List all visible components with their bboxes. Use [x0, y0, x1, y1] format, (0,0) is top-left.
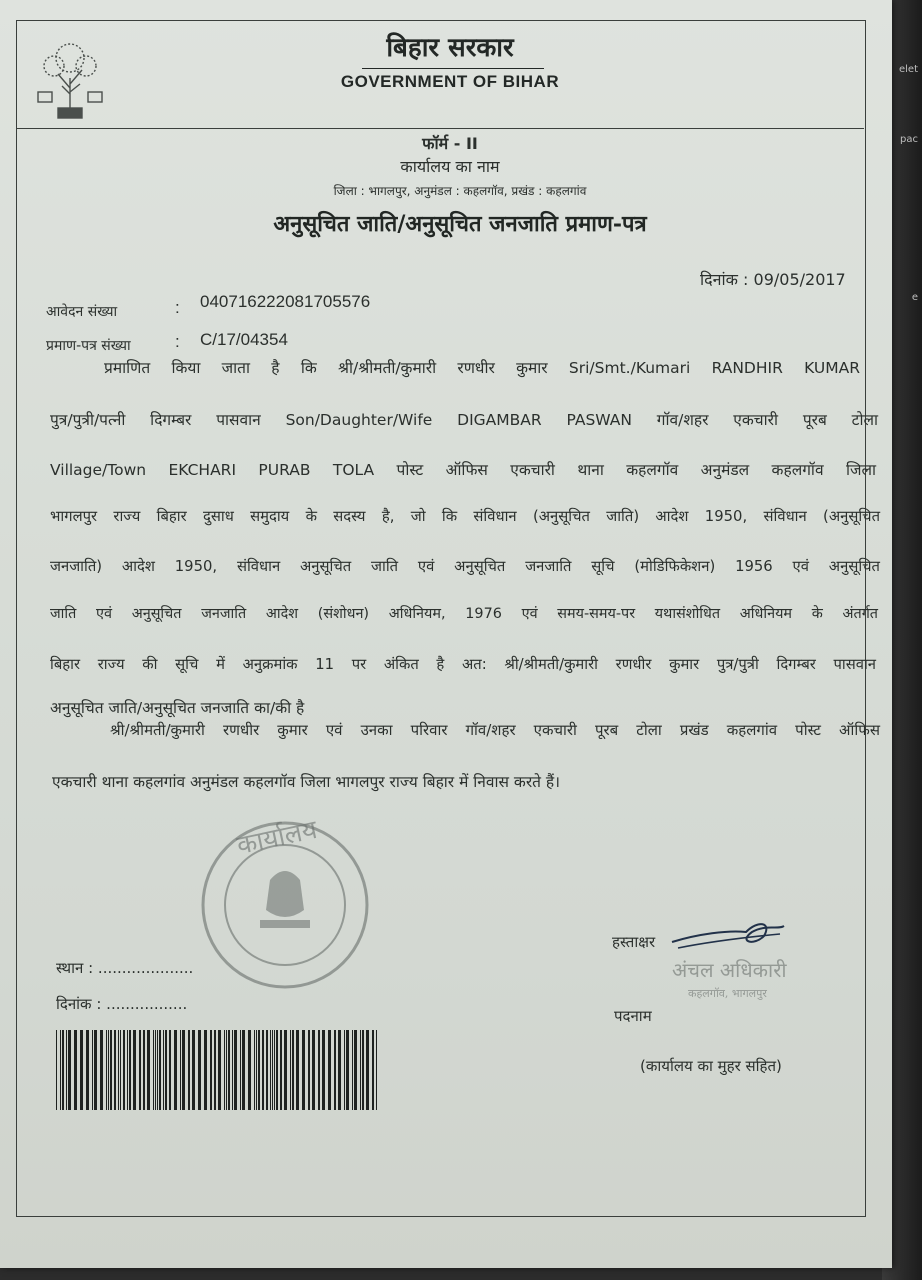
barcode-bar — [318, 1030, 320, 1110]
body-line: जाति एवं अनुसूचित जनजाति आदेश (संशोधन) अधिनियम, 1976 एवं समय-समय-पर यथासंशोधित अधिनियम के अंतर्गत — [50, 606, 878, 622]
barcode-bar — [302, 1030, 305, 1110]
barcode-bar — [129, 1030, 131, 1110]
certificate-title: अनुसूचित जाति/अनुसूचित जनजाति प्रमाण-पत्र — [273, 211, 647, 237]
barcode-bar — [100, 1030, 103, 1110]
barcode-bar — [108, 1030, 109, 1110]
barcode-bar — [308, 1030, 310, 1110]
barcode-bar — [354, 1030, 357, 1110]
barcode-bar — [198, 1030, 201, 1110]
barcode-bar — [258, 1030, 260, 1110]
barcode-bar — [123, 1030, 125, 1110]
barcode-bar — [127, 1030, 128, 1110]
barcode-bar — [143, 1030, 145, 1110]
application-number-value: 040716222081705576 — [200, 292, 371, 311]
seal-text: कार्यालय — [234, 814, 320, 862]
barcode-bar — [254, 1030, 255, 1110]
bihar-emblem-icon — [34, 38, 106, 122]
barcode-bar — [242, 1030, 245, 1110]
barcode — [54, 1030, 382, 1110]
barcode-bar — [192, 1030, 195, 1110]
barcode-bar — [163, 1030, 164, 1110]
barcode-bar — [334, 1030, 336, 1110]
body-line: अनुसूचित जाति/अनुसूचित जनजाति का/की है — [50, 699, 305, 717]
barcode-bar — [366, 1030, 369, 1110]
certificate-number-value: C/17/04354 — [200, 330, 288, 349]
barcode-bar — [292, 1030, 294, 1110]
barcode-bar — [262, 1030, 264, 1110]
body-line: जनजाति) आदेश 1950, संविधान अनुसूचित जाति एवं अनुसूचित जनजाति सूचि (मोडिफिकेशन) 1956 एवं अनुसूचित — [50, 558, 880, 575]
barcode-bar — [86, 1030, 89, 1110]
barcode-bar — [110, 1030, 112, 1110]
barcode-bar — [214, 1030, 216, 1110]
side-text: elet — [898, 64, 918, 75]
barcode-bar — [226, 1030, 227, 1110]
barcode-bar — [62, 1030, 64, 1110]
barcode-bar — [224, 1030, 225, 1110]
barcode-bar — [147, 1030, 150, 1110]
handwritten-signature — [668, 912, 788, 962]
barcode-bar — [165, 1030, 167, 1110]
certificate-number-label: प्रमाण-पत्र संख्या — [46, 338, 131, 354]
barcode-bar — [153, 1030, 154, 1110]
barcode-bar — [133, 1030, 136, 1110]
barcode-bar — [346, 1030, 349, 1110]
barcode-bar — [232, 1030, 233, 1110]
designation-label: पदनाम — [614, 1007, 652, 1025]
barcode-bar — [248, 1030, 251, 1110]
barcode-bar — [344, 1030, 345, 1110]
barcode-bar — [234, 1030, 237, 1110]
barcode-bar — [338, 1030, 341, 1110]
barcode-bar — [322, 1030, 325, 1110]
barcode-bar — [139, 1030, 141, 1110]
barcode-bar — [92, 1030, 93, 1110]
barcode-bar — [360, 1030, 361, 1110]
barcode-bar — [266, 1030, 268, 1110]
body-line: बिहार राज्य की सूचि में अनुक्रमांक 11 पर अंकित है अत: श्री/श्रीमती/कुमारी रणधीर कुमार पुत्र/पुत्री दिगम्बर पासवान — [50, 656, 876, 673]
barcode-bar — [118, 1030, 119, 1110]
barcode-bar — [228, 1030, 230, 1110]
barcode-bar — [74, 1030, 77, 1110]
officer-stamp: अंचल अधिकारी — [672, 958, 787, 982]
jurisdiction-line: जिला : भागलपुर, अनुमंडल : कहलगॉव, प्रखंड : कहलगांव — [333, 184, 587, 198]
barcode-bar — [80, 1030, 83, 1110]
barcode-bar — [60, 1030, 61, 1110]
barcode-bar — [240, 1030, 241, 1110]
barcode-bar — [256, 1030, 257, 1110]
application-colon: : — [175, 298, 180, 317]
header-divider — [16, 128, 864, 129]
barcode-bar — [328, 1030, 331, 1110]
barcode-bar — [155, 1030, 156, 1110]
barcode-bar — [180, 1030, 181, 1110]
header-title-hindi: बिहार सरकार — [386, 33, 514, 63]
barcode-bar — [276, 1030, 278, 1110]
body-line: भागलपुर राज्य बिहार दुसाध समुदाय के सदस्य है, जो कि संविधान (अनुसूचित जाति) आदेश 1950, संविधान (अनुसूचित — [50, 508, 880, 525]
side-text: e — [911, 292, 918, 303]
barcode-bar — [120, 1030, 121, 1110]
barcode-bar — [270, 1030, 271, 1110]
barcode-bar — [272, 1030, 273, 1110]
certificate-colon: : — [175, 332, 180, 351]
side-text: pac — [900, 134, 918, 145]
barcode-bar — [376, 1030, 377, 1110]
barcode-bar — [274, 1030, 275, 1110]
barcode-bar — [159, 1030, 161, 1110]
barcode-bar — [66, 1030, 67, 1110]
barcode-bar — [372, 1030, 374, 1110]
body-line: पुत्र/पुत्री/पत्नी दिगम्बर पासवान Son/Daughter/Wife DIGAMBAR PASWAN गॉव/शहर एकचारी पूरब टोला — [50, 411, 878, 429]
barcode-bar — [106, 1030, 107, 1110]
barcode-bar — [174, 1030, 177, 1110]
issue-date: दिनांक : 09/05/2017 — [700, 270, 846, 289]
residence-line: एकचारी थाना कहलगांव अनुमंडल कहलगॉव जिला भागलपुर राज्य बिहार में निवास करते हैं। — [52, 773, 561, 791]
office-name: कार्यालय का नाम — [400, 157, 500, 176]
place-field: स्थान : .................... — [56, 959, 194, 977]
barcode-bar — [188, 1030, 190, 1110]
barcode-bar — [169, 1030, 171, 1110]
barcode-bar — [204, 1030, 207, 1110]
officer-stamp-place: कहलगॉव, भागलपुर — [688, 987, 767, 1000]
barcode-bar — [284, 1030, 287, 1110]
barcode-bar — [68, 1030, 71, 1110]
application-number-label: आवेदन संख्या — [46, 304, 118, 320]
barcode-bar — [114, 1030, 116, 1110]
signature-label: हस्ताक्षर — [612, 933, 656, 951]
form-number: फॉर्म - II — [422, 134, 478, 153]
seal-note: (कार्यालय का मुहर सहित) — [640, 1057, 782, 1075]
barcode-bar — [296, 1030, 299, 1110]
residence-line: श्री/श्रीमती/कुमारी रणधीर कुमार एवं उनका परिवार गॉव/शहर एकचारी पूरब टोला प्रखंड कहलगांव पोस्ट ऑफिस — [110, 721, 880, 739]
body-line: प्रमाणित किया जाता है कि श्री/श्रीमती/कुमारी रणधीर कुमार Sri/Smt./Kumari RANDHIR KUMAR — [104, 359, 860, 377]
barcode-bar — [362, 1030, 364, 1110]
body-line: Village/Town EKCHARI PURAB TOLA पोस्ट ऑफिस एकचारी थाना कहलगॉव अनुमंडल कहलगॉव जिला — [50, 461, 876, 479]
barcode-bar — [94, 1030, 97, 1110]
barcode-bar — [352, 1030, 353, 1110]
header-underline — [362, 68, 544, 69]
barcode-bar — [280, 1030, 282, 1110]
barcode-bar — [157, 1030, 158, 1110]
barcode-bar — [290, 1030, 291, 1110]
barcode-bar — [182, 1030, 185, 1110]
date-field: दिनांक : ................. — [56, 995, 188, 1013]
barcode-bar — [312, 1030, 315, 1110]
barcode-bar — [56, 1030, 57, 1110]
header-title-english: GOVERNMENT OF BIHAR — [340, 72, 560, 91]
barcode-bar — [218, 1030, 221, 1110]
barcode-bar — [210, 1030, 212, 1110]
